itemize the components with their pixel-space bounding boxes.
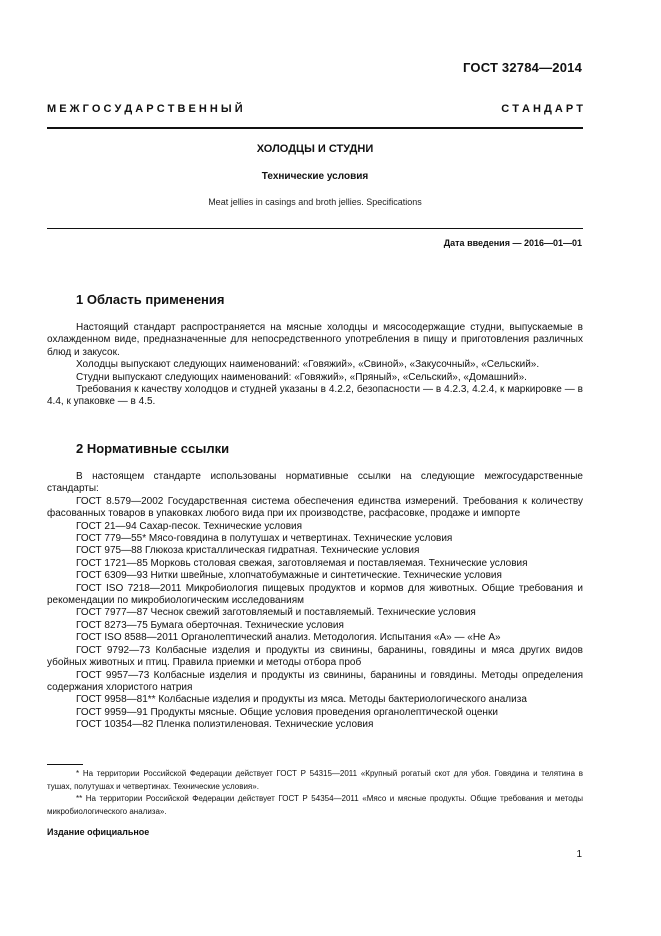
header-rule [47, 127, 583, 129]
gost-code: ГОСТ 32784—2014 [463, 60, 582, 75]
title-rule [47, 228, 583, 229]
reference-item: ГОСТ 9958—81** Колбасные изделия и продукты из мяса. Методы бактериологического анализа [76, 694, 527, 706]
reference-item: ГОСТ 7977—87 Чеснок свежий заготовляемый и поставляемый. Технические условия [76, 607, 476, 619]
banner-right: С Т А Н Д А Р Т [501, 103, 583, 115]
footnote-rule [47, 764, 83, 765]
reference-item: ГОСТ 9959—91 Продукты мясные. Общие условия проведения органолептической оценки [76, 706, 498, 718]
footnote: ** На территории Российской Федерации действует ГОСТ Р 54354—2011 «Мясо и мясные продукты. Общие требования и методы микробиологического анализа». [47, 794, 583, 816]
banner-left: М Е Ж Г О С У Д А Р С Т В Е Н Н Ы Й [47, 103, 243, 115]
reference-item: ГОСТ 8.579—2002 Государственная система обеспечения единства измерений. Требования к количеству фасованных товаров в упаковках любого вида при их производстве, расфасовке, продаже и импорте [47, 495, 583, 520]
section-1-heading: 1 Область применения [76, 292, 225, 307]
section-2-heading: 2 Нормативные ссылки [76, 441, 230, 456]
paragraph: Настоящий стандарт распространяется на мясные холодцы и мясосодержащие студни, выпускаемые в охлажденном виде, предназначенные для непосредственного употребления в пищу и приготовления различных блюд и закусок. [47, 322, 583, 358]
reference-item: ГОСТ 975—88 Глюкоза кристаллическая гидратная. Технические условия [76, 545, 420, 557]
paragraph: Требования к качеству холодцов и студней указаны в 4.2.2, безопасности — в 4.2.3, 4.2.4, к маркировке — в 4.4, к упаковке — в 4.5. [47, 384, 583, 408]
reference-item: ГОСТ ISO 8588—2011 Органолептический анализ. Методология. Испытания «А» — «Не А» [76, 632, 501, 644]
reference-item: ГОСТ 10354—82 Пленка полиэтиленовая. Технические условия [76, 719, 374, 731]
footnotes [47, 768, 583, 818]
edition-label: Издание официальное [47, 827, 150, 837]
paragraph: Студни выпускают следующих наименований: «Говяжий», «Пряный», «Сельский», «Домашний». [76, 371, 527, 383]
section-2-body [47, 471, 583, 732]
reference-item: ГОСТ 1721—85 Морковь столовая свежая, заготовляемая и поставляемая. Технические условия [76, 557, 528, 569]
reference-item: ГОСТ 779—55* Мясо-говядина в полутушах и четвертинах. Технические условия [76, 533, 453, 545]
page-number: 1 [576, 849, 582, 860]
section-1-body [47, 322, 583, 409]
document-title: ХОЛОДЦЫ И СТУДНИ [256, 143, 374, 155]
reference-item: ГОСТ 8273—75 Бумага оберточная. Технические условия [76, 619, 344, 631]
paragraph: В настоящем стандарте использованы нормативные ссылки на следующие межгосударственные стандарты: [47, 471, 583, 495]
reference-item: ГОСТ ISO 7218—2011 Микробиология пищевых продуктов и кормов для животных. Общие требования и рекомендации по микробиологическим исследованиям [47, 582, 583, 607]
paragraph: Холодцы выпускают следующих наименований: «Говяжий», «Свиной», «Закусочный», «Сельский». [76, 359, 540, 371]
reference-item: ГОСТ 6309—93 Нитки швейные, хлопчатобумажные и синтетические. Технические условия [76, 570, 502, 582]
reference-item: ГОСТ 9792—73 Колбасные изделия и продукты из свинины, баранины, говядины и мяса других видов убойных животных и птиц. Правила приемки и методы отбора проб [47, 644, 583, 669]
intro-date: Дата введения — 2016—01—01 [443, 238, 582, 248]
reference-item: ГОСТ 21—94 Сахар-песок. Технические условия [76, 520, 303, 532]
standard-banner [47, 103, 583, 115]
english-title: Meat jellies in casings and broth jellies. Specifications [208, 197, 422, 207]
document-subtitle: Технические условия [261, 171, 369, 182]
reference-item: ГОСТ 9957—73 Колбасные изделия и продукты из свинины, баранины и говядины. Методы определения содержания хлористого натрия [47, 669, 583, 693]
footnote: * На территории Российской Федерации действует ГОСТ Р 54315—2011 «Крупный рогатый скот для убоя. Говядина и телятина в тушах, полутушах и четвертинах. Технические условия». [47, 769, 583, 791]
